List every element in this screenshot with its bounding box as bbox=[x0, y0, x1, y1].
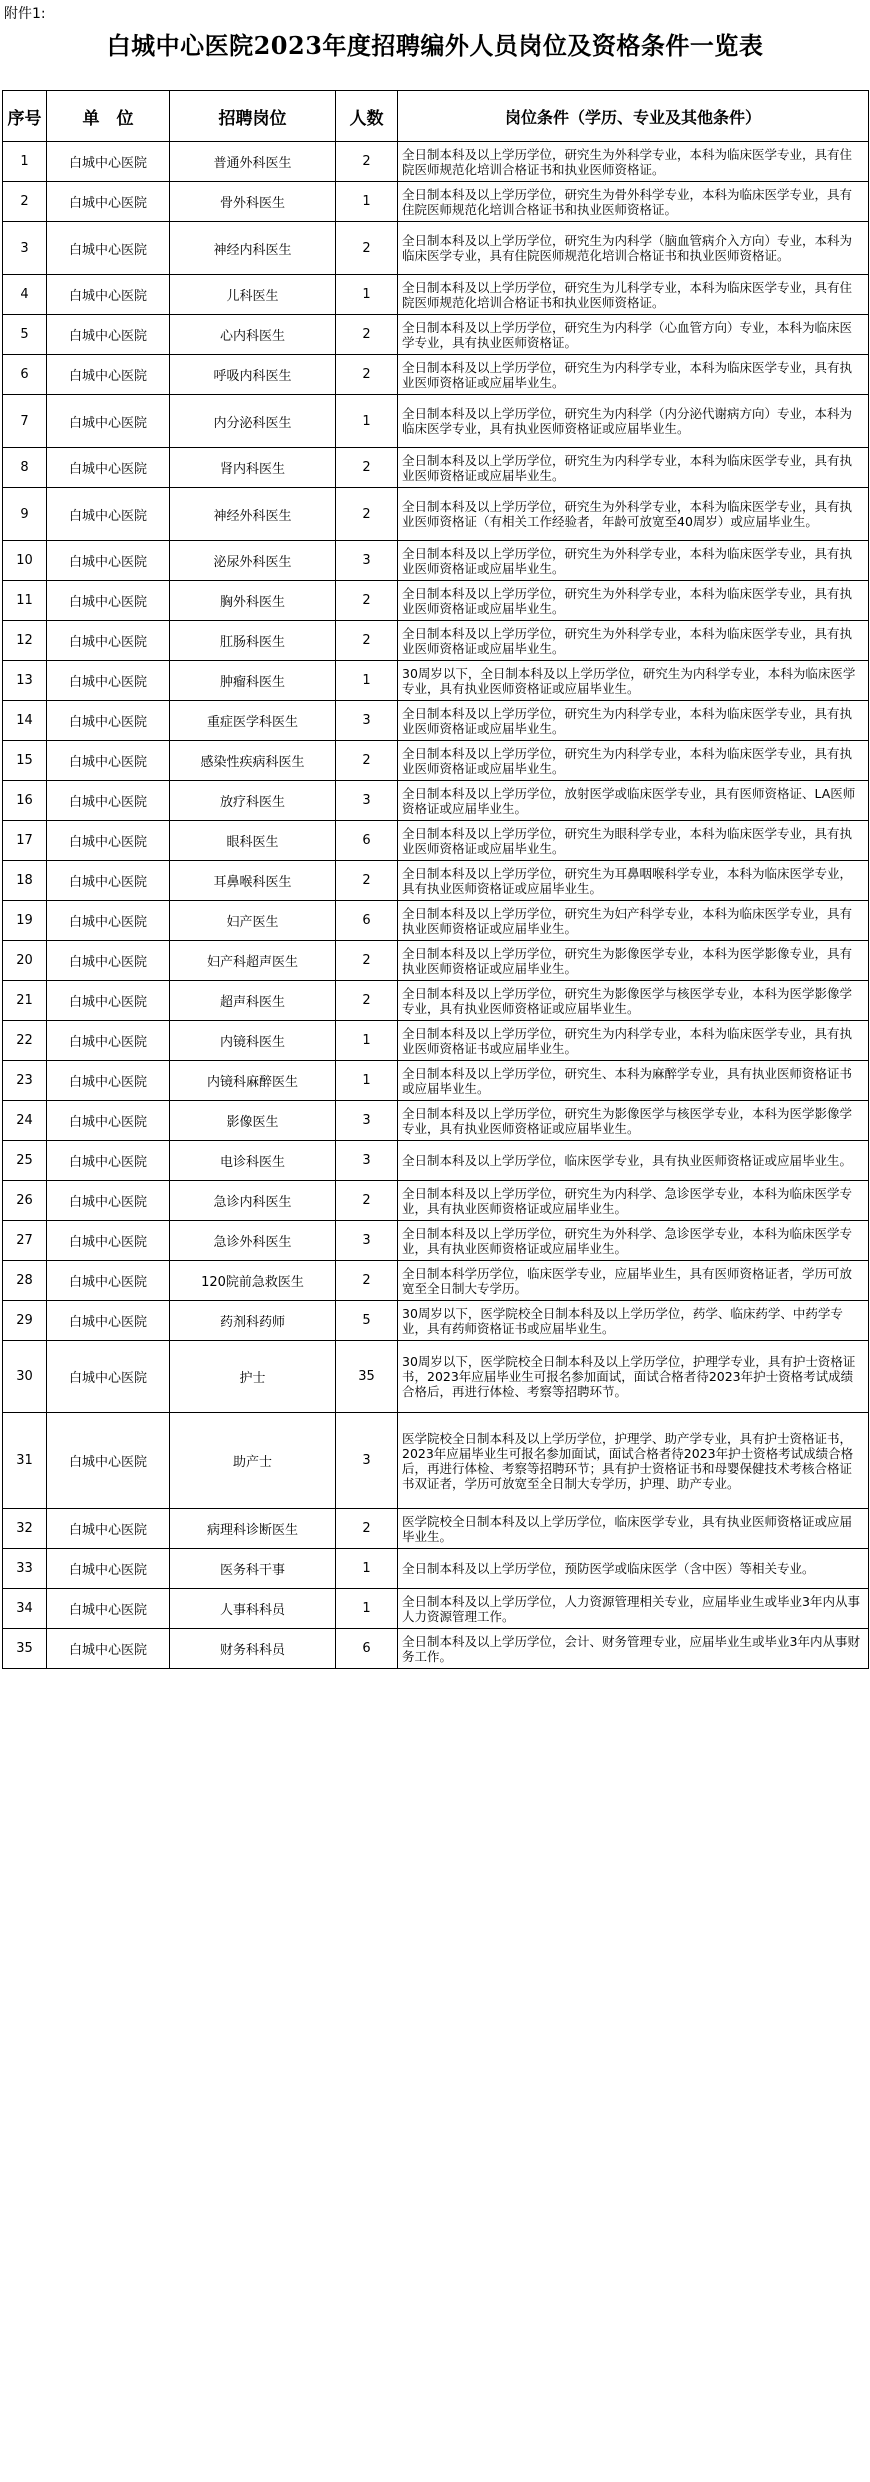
row-position: 普通外科医生 bbox=[170, 142, 336, 182]
row-no: 14 bbox=[3, 701, 47, 741]
row-requirements: 全日制本科及以上学历学位，研究生为外科学专业，本科为临床医学专业，具有执业医师资格证（有相关工作经验者，年龄可放宽至40周岁）或应届毕业生。 bbox=[398, 488, 869, 541]
row-requirements: 全日制本科及以上学历学位，研究生为外科学、急诊医学专业，本科为临床医学专业，具有执业医师资格证或应届毕业生。 bbox=[398, 1221, 869, 1261]
row-no: 19 bbox=[3, 901, 47, 941]
row-requirements: 全日制本科学历学位，临床医学专业，应届毕业生，具有医师资格证者，学历可放宽至全日制大专学历。 bbox=[398, 1261, 869, 1301]
row-count: 6 bbox=[336, 821, 398, 861]
row-position: 儿科医生 bbox=[170, 275, 336, 315]
row-count: 35 bbox=[336, 1341, 398, 1413]
row-position: 医务科干事 bbox=[170, 1549, 336, 1589]
row-count: 3 bbox=[336, 1221, 398, 1261]
row-position: 肛肠科医生 bbox=[170, 621, 336, 661]
row-unit: 白城中心医院 bbox=[47, 1341, 170, 1413]
row-no: 20 bbox=[3, 941, 47, 981]
row-requirements: 全日制本科及以上学历学位，研究生为耳鼻咽喉科学专业，本科为临床医学专业，具有执业医师资格证或应届毕业生。 bbox=[398, 861, 869, 901]
row-requirements: 全日制本科及以上学历学位，研究生为影像医学专业，本科为医学影像专业，具有执业医师资格证或应届毕业生。 bbox=[398, 941, 869, 981]
row-no: 3 bbox=[3, 222, 47, 275]
row-requirements: 全日制本科及以上学历学位，放射医学或临床医学专业，具有医师资格证、LA医师资格证或应届毕业生。 bbox=[398, 781, 869, 821]
row-requirements: 全日制本科及以上学历学位，研究生为内科学专业，本科为临床医学专业，具有执业医师资格证或应届毕业生。 bbox=[398, 701, 869, 741]
table-row bbox=[3, 901, 869, 941]
row-requirements: 全日制本科及以上学历学位，研究生为外科学专业，本科为临床医学专业，具有住院医师规范化培训合格证书和执业医师资格证。 bbox=[398, 142, 869, 182]
row-position: 放疗科医生 bbox=[170, 781, 336, 821]
row-requirements: 全日制本科及以上学历学位，研究生为内科学（心血管方向）专业，本科为临床医学专业，具有执业医师资格证。 bbox=[398, 315, 869, 355]
row-unit: 白城中心医院 bbox=[47, 142, 170, 182]
row-requirements: 全日制本科及以上学历学位，研究生为内科学专业，本科为临床医学专业，具有执业医师资格证书或应届毕业生。 bbox=[398, 1021, 869, 1061]
row-requirements: 医学院校全日制本科及以上学历学位，护理学、助产学专业，具有护士资格证书，2023年应届毕业生可报名参加面试，面试合格者待2023年护士资格考试成绩合格后，再进行体检、考察等招聘环节；具有护士资格证书和母婴保健技术考核合格证书双证者，学历可放宽至全日制大专学历，护理、助产专业。 bbox=[398, 1413, 869, 1509]
row-position: 超声科医生 bbox=[170, 981, 336, 1021]
row-no: 35 bbox=[3, 1629, 47, 1669]
row-unit: 白城中心医院 bbox=[47, 1629, 170, 1669]
row-no: 2 bbox=[3, 182, 47, 222]
table-row bbox=[3, 1589, 869, 1629]
header-position: 招聘岗位 bbox=[170, 91, 336, 142]
row-no: 25 bbox=[3, 1141, 47, 1181]
row-requirements: 全日制本科及以上学历学位，研究生为妇产科学专业，本科为临床医学专业，具有执业医师资格证或应届毕业生。 bbox=[398, 901, 869, 941]
row-no: 34 bbox=[3, 1589, 47, 1629]
row-count: 2 bbox=[336, 315, 398, 355]
row-requirements: 全日制本科及以上学历学位，研究生为影像医学与核医学专业，本科为医学影像学专业，具有执业医师资格证或应届毕业生。 bbox=[398, 981, 869, 1021]
row-no: 31 bbox=[3, 1413, 47, 1509]
row-no: 10 bbox=[3, 541, 47, 581]
table-row bbox=[3, 1101, 869, 1141]
row-unit: 白城中心医院 bbox=[47, 1221, 170, 1261]
row-no: 21 bbox=[3, 981, 47, 1021]
row-position: 影像医生 bbox=[170, 1101, 336, 1141]
row-position: 妇产医生 bbox=[170, 901, 336, 941]
row-no: 32 bbox=[3, 1509, 47, 1549]
row-count: 1 bbox=[336, 395, 398, 448]
row-count: 2 bbox=[336, 1181, 398, 1221]
row-no: 28 bbox=[3, 1261, 47, 1301]
header-count: 人数 bbox=[336, 91, 398, 142]
table-row bbox=[3, 781, 869, 821]
row-unit: 白城中心医院 bbox=[47, 1141, 170, 1181]
row-count: 3 bbox=[336, 1413, 398, 1509]
row-count: 5 bbox=[336, 1301, 398, 1341]
table-row bbox=[3, 541, 869, 581]
row-unit: 白城中心医院 bbox=[47, 1509, 170, 1549]
row-no: 9 bbox=[3, 488, 47, 541]
row-unit: 白城中心医院 bbox=[47, 355, 170, 395]
header-no: 序号 bbox=[3, 91, 47, 142]
row-unit: 白城中心医院 bbox=[47, 275, 170, 315]
row-count: 2 bbox=[336, 142, 398, 182]
row-no: 23 bbox=[3, 1061, 47, 1101]
row-position: 肾内科医生 bbox=[170, 448, 336, 488]
table-row bbox=[3, 1509, 869, 1549]
row-no: 16 bbox=[3, 781, 47, 821]
row-count: 2 bbox=[336, 861, 398, 901]
header-unit: 单 位 bbox=[47, 91, 170, 142]
row-position: 急诊内科医生 bbox=[170, 1181, 336, 1221]
table-row bbox=[3, 1301, 869, 1341]
row-requirements: 全日制本科及以上学历学位，临床医学专业，具有执业医师资格证或应届毕业生。 bbox=[398, 1141, 869, 1181]
row-count: 1 bbox=[336, 1589, 398, 1629]
row-unit: 白城中心医院 bbox=[47, 1261, 170, 1301]
row-requirements: 全日制本科及以上学历学位，研究生为外科学专业，本科为临床医学专业，具有执业医师资格证或应届毕业生。 bbox=[398, 541, 869, 581]
row-position: 耳鼻喉科医生 bbox=[170, 861, 336, 901]
row-requirements: 全日制本科及以上学历学位，人力资源管理相关专业，应届毕业生或毕业3年内从事人力资源管理工作。 bbox=[398, 1589, 869, 1629]
row-position: 财务科科员 bbox=[170, 1629, 336, 1669]
row-position: 骨外科医生 bbox=[170, 182, 336, 222]
row-count: 1 bbox=[336, 182, 398, 222]
row-requirements: 全日制本科及以上学历学位，研究生为眼科学专业，本科为临床医学专业，具有执业医师资格证或应届毕业生。 bbox=[398, 821, 869, 861]
row-count: 1 bbox=[336, 275, 398, 315]
row-count: 3 bbox=[336, 701, 398, 741]
table-row bbox=[3, 1061, 869, 1101]
table-row bbox=[3, 1413, 869, 1509]
row-requirements: 全日制本科及以上学历学位，研究生为内科学（内分泌代谢病方向）专业，本科为临床医学专业，具有执业医师资格证或应届毕业生。 bbox=[398, 395, 869, 448]
row-position: 电诊科医生 bbox=[170, 1141, 336, 1181]
row-position: 神经外科医生 bbox=[170, 488, 336, 541]
row-count: 1 bbox=[336, 1061, 398, 1101]
row-requirements: 全日制本科及以上学历学位，会计、财务管理专业，应届毕业生或毕业3年内从事财务工作。 bbox=[398, 1629, 869, 1669]
row-requirements: 全日制本科及以上学历学位，研究生、本科为麻醉学专业，具有执业医师资格证书或应届毕业生。 bbox=[398, 1061, 869, 1101]
row-requirements: 全日制本科及以上学历学位，研究生为内科学（脑血管病介入方向）专业，本科为临床医学专业，具有住院医师规范化培训合格证书和执业医师资格证。 bbox=[398, 222, 869, 275]
row-requirements: 30周岁以下，全日制本科及以上学历学位，研究生为内科学专业，本科为临床医学专业，具有执业医师资格证或应届毕业生。 bbox=[398, 661, 869, 701]
row-no: 29 bbox=[3, 1301, 47, 1341]
table-row bbox=[3, 1341, 869, 1413]
row-position: 内镜科麻醉医生 bbox=[170, 1061, 336, 1101]
table-row bbox=[3, 275, 869, 315]
row-unit: 白城中心医院 bbox=[47, 182, 170, 222]
row-no: 8 bbox=[3, 448, 47, 488]
table-row bbox=[3, 861, 869, 901]
row-count: 2 bbox=[336, 741, 398, 781]
row-no: 24 bbox=[3, 1101, 47, 1141]
row-count: 1 bbox=[336, 661, 398, 701]
row-position: 药剂科药师 bbox=[170, 1301, 336, 1341]
row-requirements: 全日制本科及以上学历学位，预防医学或临床医学（含中医）等相关专业。 bbox=[398, 1549, 869, 1589]
row-no: 11 bbox=[3, 581, 47, 621]
row-unit: 白城中心医院 bbox=[47, 861, 170, 901]
row-position: 神经内科医生 bbox=[170, 222, 336, 275]
row-no: 4 bbox=[3, 275, 47, 315]
row-count: 3 bbox=[336, 541, 398, 581]
row-position: 120院前急救医生 bbox=[170, 1261, 336, 1301]
row-no: 30 bbox=[3, 1341, 47, 1413]
row-count: 2 bbox=[336, 581, 398, 621]
row-count: 2 bbox=[336, 355, 398, 395]
table-body bbox=[3, 142, 869, 1669]
row-count: 6 bbox=[336, 1629, 398, 1669]
row-no: 17 bbox=[3, 821, 47, 861]
row-count: 2 bbox=[336, 621, 398, 661]
row-requirements: 全日制本科及以上学历学位，研究生为内科学专业，本科为临床医学专业，具有执业医师资格证或应届毕业生。 bbox=[398, 355, 869, 395]
row-requirements: 全日制本科及以上学历学位，研究生为骨外科学专业，本科为临床医学专业，具有住院医师规范化培训合格证书和执业医师资格证。 bbox=[398, 182, 869, 222]
table-row bbox=[3, 355, 869, 395]
row-unit: 白城中心医院 bbox=[47, 1101, 170, 1141]
table-row bbox=[3, 315, 869, 355]
row-unit: 白城中心医院 bbox=[47, 1061, 170, 1101]
table-row bbox=[3, 741, 869, 781]
row-position: 呼吸内科医生 bbox=[170, 355, 336, 395]
row-requirements: 全日制本科及以上学历学位，研究生为外科学专业，本科为临床医学专业，具有执业医师资格证或应届毕业生。 bbox=[398, 581, 869, 621]
row-unit: 白城中心医院 bbox=[47, 941, 170, 981]
table-row bbox=[3, 142, 869, 182]
header-requirements: 岗位条件（学历、专业及其他条件） bbox=[398, 91, 869, 142]
table-row bbox=[3, 581, 869, 621]
row-count: 3 bbox=[336, 781, 398, 821]
row-no: 5 bbox=[3, 315, 47, 355]
table-row bbox=[3, 661, 869, 701]
row-count: 2 bbox=[336, 981, 398, 1021]
row-count: 6 bbox=[336, 901, 398, 941]
row-requirements: 全日制本科及以上学历学位，研究生为内科学专业，本科为临床医学专业，具有执业医师资格证或应届毕业生。 bbox=[398, 448, 869, 488]
table-row bbox=[3, 621, 869, 661]
row-unit: 白城中心医院 bbox=[47, 541, 170, 581]
row-position: 内分泌科医生 bbox=[170, 395, 336, 448]
row-requirements: 全日制本科及以上学历学位，研究生为内科学、急诊医学专业，本科为临床医学专业，具有执业医师资格证或应届毕业生。 bbox=[398, 1181, 869, 1221]
row-requirements: 医学院校全日制本科及以上学历学位，临床医学专业，具有执业医师资格证或应届毕业生。 bbox=[398, 1509, 869, 1549]
table-row bbox=[3, 981, 869, 1021]
row-position: 感染性疾病科医生 bbox=[170, 741, 336, 781]
row-no: 7 bbox=[3, 395, 47, 448]
row-position: 心内科医生 bbox=[170, 315, 336, 355]
row-position: 肿瘤科医生 bbox=[170, 661, 336, 701]
row-requirements: 30周岁以下，医学院校全日制本科及以上学历学位，药学、临床药学、中药学专业，具有药师资格证书或应届毕业生。 bbox=[398, 1301, 869, 1341]
row-count: 1 bbox=[336, 1549, 398, 1589]
row-position: 人事科科员 bbox=[170, 1589, 336, 1629]
row-unit: 白城中心医院 bbox=[47, 781, 170, 821]
row-position: 胸外科医生 bbox=[170, 581, 336, 621]
table-row bbox=[3, 182, 869, 222]
row-unit: 白城中心医院 bbox=[47, 741, 170, 781]
row-unit: 白城中心医院 bbox=[47, 1589, 170, 1629]
row-no: 33 bbox=[3, 1549, 47, 1589]
row-unit: 白城中心医院 bbox=[47, 315, 170, 355]
table-row bbox=[3, 941, 869, 981]
recruitment-table bbox=[2, 90, 869, 1669]
row-position: 重症医学科医生 bbox=[170, 701, 336, 741]
row-unit: 白城中心医院 bbox=[47, 222, 170, 275]
row-count: 2 bbox=[336, 941, 398, 981]
row-unit: 白城中心医院 bbox=[47, 901, 170, 941]
row-unit: 白城中心医院 bbox=[47, 488, 170, 541]
row-position: 眼科医生 bbox=[170, 821, 336, 861]
document-title: 白城中心医院2023年度招聘编外人员岗位及资格条件一览表 bbox=[106, 31, 764, 60]
row-count: 2 bbox=[336, 222, 398, 275]
row-unit: 白城中心医院 bbox=[47, 821, 170, 861]
row-no: 13 bbox=[3, 661, 47, 701]
row-position: 内镜科医生 bbox=[170, 1021, 336, 1061]
row-unit: 白城中心医院 bbox=[47, 1413, 170, 1509]
row-count: 2 bbox=[336, 448, 398, 488]
row-unit: 白城中心医院 bbox=[47, 581, 170, 621]
row-position: 护士 bbox=[170, 1341, 336, 1413]
table-row bbox=[3, 1021, 869, 1061]
row-unit: 白城中心医院 bbox=[47, 701, 170, 741]
table-row bbox=[3, 1261, 869, 1301]
table-row bbox=[3, 395, 869, 448]
row-no: 6 bbox=[3, 355, 47, 395]
row-count: 1 bbox=[336, 1021, 398, 1061]
row-no: 27 bbox=[3, 1221, 47, 1261]
row-no: 15 bbox=[3, 741, 47, 781]
table-row bbox=[3, 1629, 869, 1669]
row-count: 3 bbox=[336, 1101, 398, 1141]
attachment-label: 附件1: bbox=[4, 6, 46, 22]
row-no: 26 bbox=[3, 1181, 47, 1221]
table-row bbox=[3, 1141, 869, 1181]
row-unit: 白城中心医院 bbox=[47, 1301, 170, 1341]
row-unit: 白城中心医院 bbox=[47, 395, 170, 448]
row-unit: 白城中心医院 bbox=[47, 621, 170, 661]
row-position: 泌尿外科医生 bbox=[170, 541, 336, 581]
row-position: 助产士 bbox=[170, 1413, 336, 1509]
row-requirements: 全日制本科及以上学历学位，研究生为内科学专业，本科为临床医学专业，具有执业医师资格证或应届毕业生。 bbox=[398, 741, 869, 781]
row-unit: 白城中心医院 bbox=[47, 1181, 170, 1221]
table-row bbox=[3, 701, 869, 741]
row-position: 妇产科超声医生 bbox=[170, 941, 336, 981]
row-requirements: 30周岁以下，医学院校全日制本科及以上学历学位，护理学专业，具有护士资格证书，2023年应届毕业生可报名参加面试，面试合格者待2023年护士资格考试成绩合格后，再进行体检、考察等招聘环节。 bbox=[398, 1341, 869, 1413]
row-unit: 白城中心医院 bbox=[47, 448, 170, 488]
table-row bbox=[3, 1221, 869, 1261]
table-row bbox=[3, 1181, 869, 1221]
table-row bbox=[3, 222, 869, 275]
row-unit: 白城中心医院 bbox=[47, 661, 170, 701]
row-requirements: 全日制本科及以上学历学位，研究生为影像医学与核医学专业，本科为医学影像学专业，具有执业医师资格证或应届毕业生。 bbox=[398, 1101, 869, 1141]
row-unit: 白城中心医院 bbox=[47, 1021, 170, 1061]
row-no: 18 bbox=[3, 861, 47, 901]
row-count: 2 bbox=[336, 1261, 398, 1301]
row-count: 2 bbox=[336, 1509, 398, 1549]
row-unit: 白城中心医院 bbox=[47, 981, 170, 1021]
row-no: 22 bbox=[3, 1021, 47, 1061]
table-row bbox=[3, 821, 869, 861]
row-count: 2 bbox=[336, 488, 398, 541]
row-position: 急诊外科医生 bbox=[170, 1221, 336, 1261]
table-row bbox=[3, 448, 869, 488]
row-position: 病理科诊断医生 bbox=[170, 1509, 336, 1549]
row-no: 12 bbox=[3, 621, 47, 661]
row-requirements: 全日制本科及以上学历学位，研究生为外科学专业，本科为临床医学专业，具有执业医师资格证或应届毕业生。 bbox=[398, 621, 869, 661]
row-requirements: 全日制本科及以上学历学位，研究生为儿科学专业，本科为临床医学专业，具有住院医师规范化培训合格证书和执业医师资格证。 bbox=[398, 275, 869, 315]
row-no: 1 bbox=[3, 142, 47, 182]
table-row bbox=[3, 1549, 869, 1589]
table-row bbox=[3, 488, 869, 541]
row-unit: 白城中心医院 bbox=[47, 1549, 170, 1589]
row-count: 3 bbox=[336, 1141, 398, 1181]
table-header-row bbox=[3, 91, 869, 142]
